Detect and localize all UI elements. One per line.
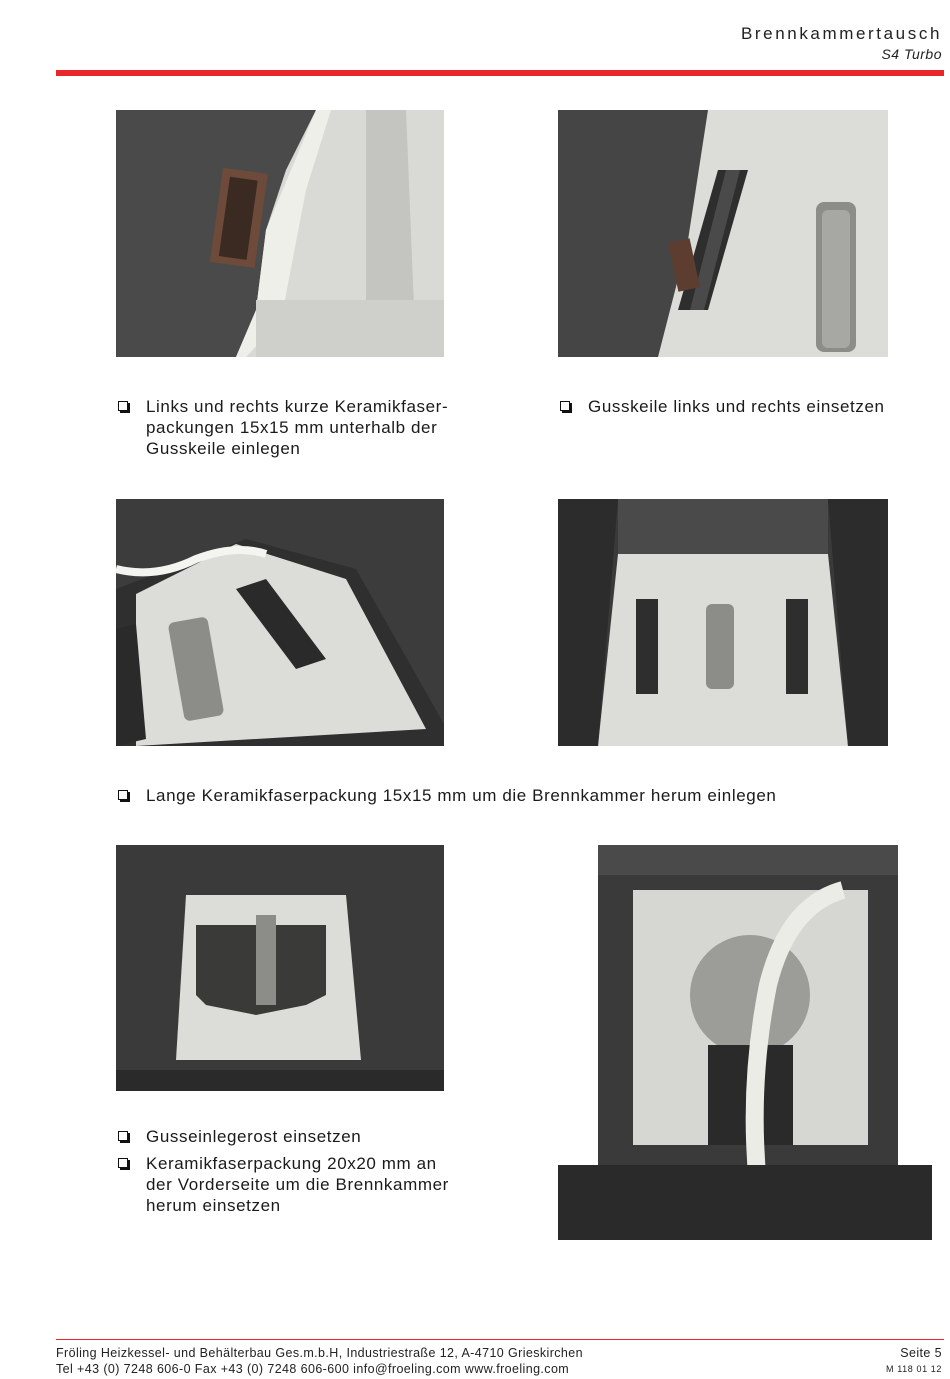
photo-2 bbox=[558, 110, 888, 357]
checkbox-bullet-icon bbox=[118, 1131, 128, 1141]
step-3-text: Lange Keramikfaserpackung 15x15 mm um die Brennkammer herum einlegen bbox=[146, 786, 777, 805]
header-subtitle: S4 Turbo bbox=[881, 46, 942, 62]
photo-3 bbox=[116, 499, 444, 746]
header-rule bbox=[56, 70, 944, 76]
checkbox-bullet-icon bbox=[118, 401, 128, 411]
step-2-text: Gusskeile links und rechts einsetzen bbox=[588, 397, 885, 416]
photo-6 bbox=[558, 845, 932, 1240]
step-1-text: Links und rechts kurze Keramikfaser- packungen 15x15 mm unterhalb der Gusskeile einlegen bbox=[146, 397, 449, 458]
step-2 bbox=[558, 396, 938, 417]
step-5 bbox=[116, 1153, 516, 1216]
step-5-text: Keramikfaserpackung 20x20 mm an der Vorderseite um die Brennkammer herum einsetzen bbox=[146, 1154, 449, 1215]
photo-5 bbox=[116, 845, 444, 1091]
photo-4 bbox=[558, 499, 888, 746]
checkbox-bullet-icon bbox=[560, 401, 570, 411]
header-title: Brennkammertausch bbox=[740, 24, 942, 43]
checkbox-bullet-icon bbox=[118, 1158, 128, 1168]
footer-rule bbox=[56, 1339, 944, 1340]
photo-1 bbox=[116, 110, 444, 357]
step-1 bbox=[116, 396, 476, 459]
step-4-text: Gusseinlegerost einsetzen bbox=[146, 1127, 362, 1146]
footer-company: Fröling Heizkessel- und Behälterbau Ges.m.b.H, Industriestraße 12, A-4710 Grieskirchen bbox=[56, 1346, 583, 1360]
step-3 bbox=[116, 785, 896, 806]
footer-page-number: Seite 5 bbox=[900, 1346, 942, 1360]
footer-contact: Tel +43 (0) 7248 606-0 Fax +43 (0) 7248 606-600 info@froeling.com www.froeling.com bbox=[56, 1362, 570, 1376]
step-4 bbox=[116, 1126, 516, 1147]
checkbox-bullet-icon bbox=[118, 790, 128, 800]
footer-doc-code: M 118 01 12 bbox=[886, 1364, 942, 1374]
